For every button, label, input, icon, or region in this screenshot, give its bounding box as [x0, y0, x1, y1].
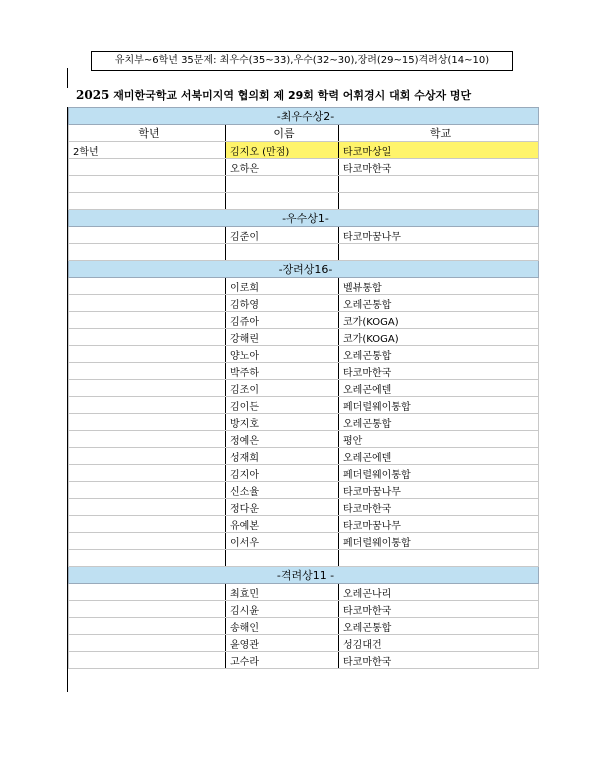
- table-row: [69, 584, 539, 601]
- table-row: [69, 499, 539, 516]
- spacer-row: [69, 550, 539, 567]
- empty-cell: [69, 193, 226, 210]
- column-header-grade: 학년: [69, 125, 226, 142]
- name-cell: 김지오 (만점): [226, 142, 339, 159]
- grade-cell: [69, 431, 226, 448]
- name-cell: 박주하: [226, 363, 339, 380]
- name-cell: 김쥬아: [226, 312, 339, 329]
- table-row: [69, 533, 539, 550]
- school-cell: 오레곤에덴: [339, 448, 539, 465]
- table-row: [69, 482, 539, 499]
- title-text: 재미한국학교 서북미지역 협의회 제 29회 학력 어휘경시 대회 수상자 명단: [113, 89, 472, 102]
- school-cell: 타코마한국: [339, 652, 539, 669]
- table-row: [69, 346, 539, 363]
- name-cell: 방지호: [226, 414, 339, 431]
- name-cell: 성재희: [226, 448, 339, 465]
- grade-cell: [69, 499, 226, 516]
- name-cell: 김이든: [226, 397, 339, 414]
- empty-cell: [226, 244, 339, 261]
- section-header: -격려상11 -: [69, 567, 539, 584]
- table-row: [69, 363, 539, 380]
- grade-cell: [69, 278, 226, 295]
- grade-cell: [69, 482, 226, 499]
- table-row: [69, 635, 539, 652]
- header-row: [69, 125, 539, 142]
- table-row: [69, 516, 539, 533]
- table-row: [69, 295, 539, 312]
- table-row: [69, 397, 539, 414]
- table-row: [69, 142, 539, 159]
- grade-cell: [69, 448, 226, 465]
- school-cell: 오레곤통합: [339, 346, 539, 363]
- school-cell: 타코마한국: [339, 159, 539, 176]
- school-cell: 페더럴웨이통합: [339, 533, 539, 550]
- empty-cell: [339, 193, 539, 210]
- table-row: [69, 329, 539, 346]
- name-cell: 최효민: [226, 584, 339, 601]
- school-cell: 코가(KOGA): [339, 312, 539, 329]
- document-title: [76, 87, 576, 103]
- table-row: [69, 601, 539, 618]
- table-row: [69, 618, 539, 635]
- school-cell: 오레곤에덴: [339, 380, 539, 397]
- name-cell: 김시윤: [226, 601, 339, 618]
- name-cell: 김하영: [226, 295, 339, 312]
- section-header: -우수상1-: [69, 210, 539, 227]
- grade-cell: 2학년: [69, 142, 226, 159]
- grade-cell: [69, 295, 226, 312]
- empty-cell: [226, 193, 339, 210]
- grade-cell: [69, 533, 226, 550]
- column-header-name: 이름: [226, 125, 339, 142]
- table-row: [69, 465, 539, 482]
- table-row: [69, 278, 539, 295]
- empty-cell: [339, 244, 539, 261]
- school-cell: 타코마한국: [339, 363, 539, 380]
- name-cell: 고수라: [226, 652, 339, 669]
- grade-cell: [69, 329, 226, 346]
- table-row: [69, 159, 539, 176]
- grade-cell: [69, 516, 226, 533]
- grade-cell: [69, 601, 226, 618]
- grade-cell: [69, 618, 226, 635]
- section-row: [69, 567, 539, 584]
- title-year: 2025: [76, 88, 110, 102]
- school-cell: 타코마상일: [339, 142, 539, 159]
- school-cell: 오레곤통합: [339, 618, 539, 635]
- empty-cell: [69, 244, 226, 261]
- school-cell: 페더럴웨이통합: [339, 397, 539, 414]
- name-cell: 양노아: [226, 346, 339, 363]
- school-cell: 타코마꿈나무: [339, 516, 539, 533]
- section-header: -장려상16-: [69, 261, 539, 278]
- name-cell: 김지아: [226, 465, 339, 482]
- school-cell: 페더럴웨이통합: [339, 465, 539, 482]
- section-header: -최우수상2-: [69, 108, 539, 125]
- table-row: [69, 414, 539, 431]
- table-row: [69, 652, 539, 669]
- table-row: [69, 312, 539, 329]
- name-cell: 강해린: [226, 329, 339, 346]
- empty-cell: [69, 176, 226, 193]
- school-cell: 평안: [339, 431, 539, 448]
- school-cell: 성김대건: [339, 635, 539, 652]
- name-cell: 정예은: [226, 431, 339, 448]
- winners-table: [68, 107, 539, 669]
- grade-cell: [69, 312, 226, 329]
- column-header-school: 학교: [339, 125, 539, 142]
- grade-cell: [69, 584, 226, 601]
- empty-cell: [339, 176, 539, 193]
- grade-cell: [69, 414, 226, 431]
- margin-line: [67, 68, 68, 88]
- section-row: [69, 261, 539, 278]
- empty-cell: [339, 550, 539, 567]
- school-cell: 오레곤통합: [339, 414, 539, 431]
- grade-cell: [69, 363, 226, 380]
- criteria-box: 유치부~6학년 35문제: 최우수(35~33),우수(32~30),장려(29~15)격려상(14~10): [91, 51, 513, 71]
- table-left-border: [67, 107, 68, 692]
- empty-cell: [69, 550, 226, 567]
- name-cell: 신소율: [226, 482, 339, 499]
- grade-cell: [69, 652, 226, 669]
- school-cell: 타코마꿈나무: [339, 227, 539, 244]
- table-row: [69, 448, 539, 465]
- table-row: [69, 227, 539, 244]
- name-cell: 이로희: [226, 278, 339, 295]
- name-cell: 유예본: [226, 516, 339, 533]
- spacer-row: [69, 176, 539, 193]
- table-row: [69, 431, 539, 448]
- spacer-row: [69, 193, 539, 210]
- school-cell: 타코마한국: [339, 499, 539, 516]
- name-cell: 김조이: [226, 380, 339, 397]
- name-cell: 윤영관: [226, 635, 339, 652]
- section-row: [69, 210, 539, 227]
- school-cell: 오레곤나리: [339, 584, 539, 601]
- name-cell: 오하은: [226, 159, 339, 176]
- name-cell: 김준이: [226, 227, 339, 244]
- grade-cell: [69, 635, 226, 652]
- school-cell: 오레곤통합: [339, 295, 539, 312]
- grade-cell: [69, 380, 226, 397]
- school-cell: 타코마꿈나무: [339, 482, 539, 499]
- name-cell: 송해인: [226, 618, 339, 635]
- name-cell: 정다운: [226, 499, 339, 516]
- grade-cell: [69, 159, 226, 176]
- empty-cell: [226, 550, 339, 567]
- table-row: [69, 380, 539, 397]
- name-cell: 이서우: [226, 533, 339, 550]
- grade-cell: [69, 346, 226, 363]
- grade-cell: [69, 397, 226, 414]
- school-cell: 타코마한국: [339, 601, 539, 618]
- school-cell: 코가(KOGA): [339, 329, 539, 346]
- grade-cell: [69, 227, 226, 244]
- school-cell: 벨뷰통합: [339, 278, 539, 295]
- empty-cell: [226, 176, 339, 193]
- section-row: [69, 108, 539, 125]
- spacer-row: [69, 244, 539, 261]
- grade-cell: [69, 465, 226, 482]
